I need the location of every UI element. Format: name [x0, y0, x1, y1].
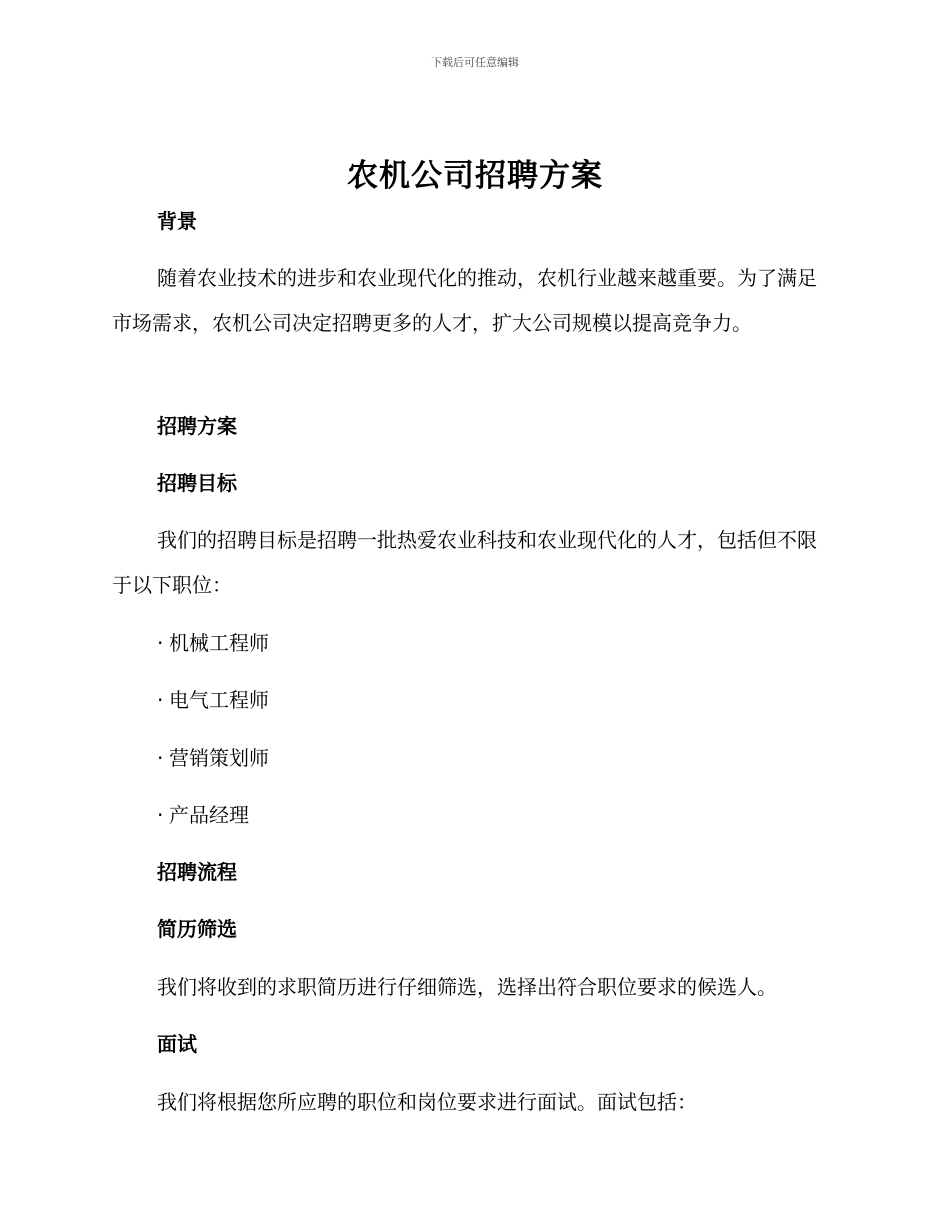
bullet-icon: ·	[157, 746, 164, 770]
heading-recruitment-goal: 招聘目标	[157, 471, 237, 495]
heading-recruitment-process: 招聘流程	[157, 860, 237, 884]
position-label: 营销策划师	[169, 746, 269, 770]
position-label: 电气工程师	[169, 688, 269, 712]
list-item-position	[157, 736, 877, 781]
paragraph-interview: 我们将根据您所应聘的职位和岗位要求进行面试。面试包括：	[157, 1090, 697, 1114]
position-label: 产品经理	[169, 803, 249, 827]
list-item-position	[157, 678, 877, 723]
paragraph-resume-screening: 我们将收到的求职简历进行仔细筛选，选择出符合职位要求的候选人。	[157, 975, 777, 999]
document-title: 农机公司招聘方案	[347, 158, 603, 194]
paragraph-background: 随着农业技术的进步和农业现代化的推动，农机行业越来越重要。为了满足市场需求，农机公司决定招聘更多的人才，扩大公司规模以提高竞争力。	[112, 266, 817, 335]
heading-interview: 面试	[157, 1032, 197, 1056]
list-item-position	[157, 621, 877, 666]
bullet-icon: ·	[157, 803, 164, 827]
bullet-icon: ·	[157, 631, 164, 655]
header-note: 下载后可任意编辑	[431, 56, 519, 69]
heading-background: 背景	[157, 209, 197, 233]
bullet-icon: ·	[157, 688, 164, 712]
heading-resume-screening: 简历筛选	[157, 917, 237, 941]
paragraph-recruitment-goal: 我们的招聘目标是招聘一批热爱农业科技和农业现代化的人才，包括但不限于以下职位：	[112, 528, 817, 597]
list-item-position	[157, 793, 877, 838]
heading-recruitment-plan: 招聘方案	[157, 414, 237, 438]
position-label: 机械工程师	[169, 631, 269, 655]
